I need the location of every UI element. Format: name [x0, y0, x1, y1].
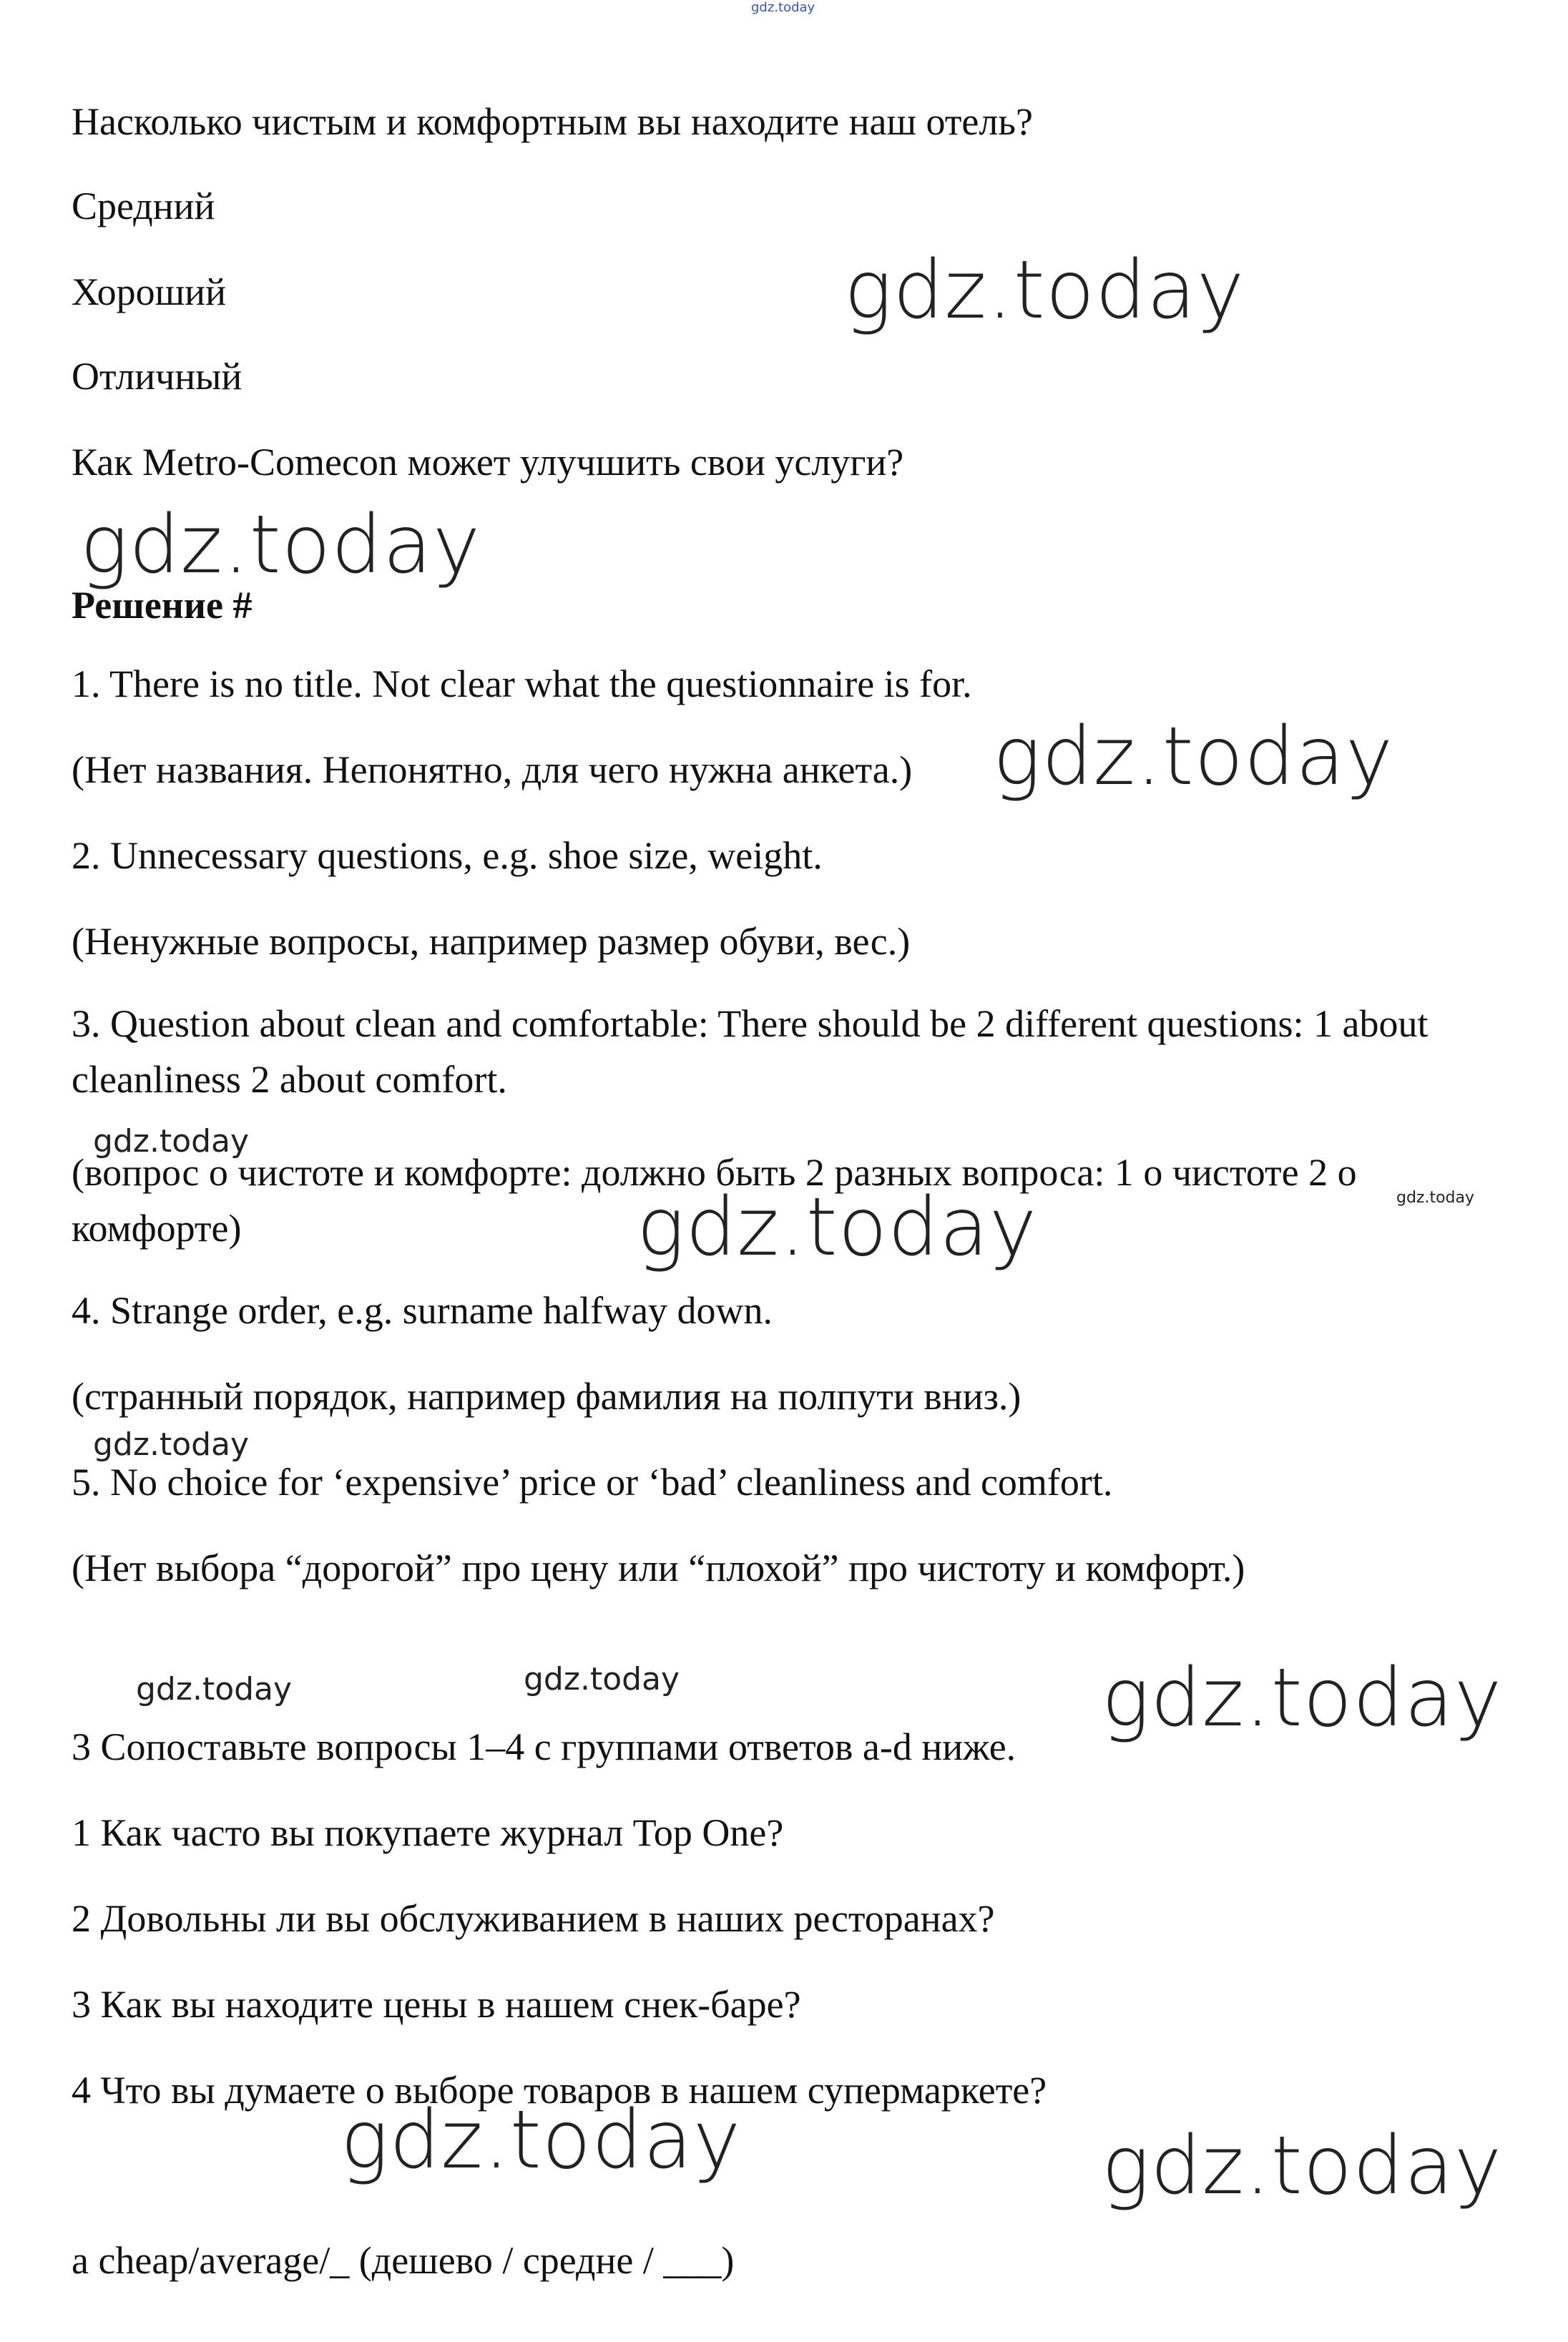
watermark: gdz.today [80, 499, 481, 592]
watermark: gdz.today [637, 1181, 1038, 1274]
point-3-english: 3. Question about clean and comfortable: There should be 2 different questions: 1 about cleanliness 2 about comfort. [72, 1002, 1429, 1101]
watermark: gdz.today [1102, 2120, 1503, 2213]
question-cleanliness: Насколько чистым и комфортным вы находите наш отель? [72, 100, 1033, 143]
point-5-english: 5. No choice for ‘expensive’ price or ‘bad’ cleanliness and comfort. [72, 1461, 1113, 1504]
watermark: gdz.today [524, 1661, 680, 1697]
point-1-russian: (Нет названия. Непонятно, для чего нужна анкета.) [72, 748, 913, 791]
watermark: gdz.today [993, 710, 1394, 803]
point-4-english: 4. Strange order, e.g. surname halfway down. [72, 1289, 773, 1332]
option-average: Средний [72, 185, 215, 227]
watermark: gdz.today [340, 2094, 742, 2187]
task-3-question-3: 3 Как вы находите цены в нашем снек-баре? [72, 1983, 801, 2026]
watermark: gdz.today [93, 1426, 250, 1463]
watermark: gdz.today [844, 244, 1245, 337]
watermark: gdz.today [93, 1123, 250, 1160]
point-2-russian: (Ненужные вопросы, например размер обуви, вес.) [72, 920, 911, 963]
task-3-question-4: 4 Что вы думаете о выборе товаров в нашем супермаркете? [72, 2069, 1047, 2112]
option-excellent: Отличный [72, 355, 242, 398]
point-5-russian: (Нет выбора “дорогой” про цену или “плохой” про чистоту и комфорт.) [72, 1547, 1245, 1589]
task-3-heading: 3 Сопоставьте вопросы 1–4 с группами ответов a-d ниже. [72, 1725, 1016, 1768]
watermark-tiny-top: gdz.today [751, 0, 815, 15]
point-1-english: 1. There is no title. Not clear what the questionnaire is for. [72, 662, 972, 705]
question-improve: Как Metro-Comecon может улучшить свои услуги? [72, 441, 904, 484]
option-good: Хороший [72, 270, 226, 313]
watermark: gdz.today [136, 1671, 293, 1707]
task-3-question-2: 2 Довольны ли вы обслуживанием в наших ресторанах? [72, 1897, 995, 1940]
point-3-russian: (вопрос о чистоте и комфорте: должно быть 2 разных вопроса: 1 о чистоте 2 о комфорте) [72, 1151, 1357, 1250]
task-3-question-1: 1 Как часто вы покупаете журнал Top One? [72, 1811, 784, 1854]
watermark: gdz.today [1102, 1652, 1503, 1745]
point-4-russian: (странный порядок, например фамилия на полпути вниз.) [72, 1375, 1021, 1418]
solution-heading: Решение # [72, 584, 253, 627]
task-3-answer-a: a cheap/average/_ (дешево / средне / ___) [72, 2239, 735, 2282]
watermark: gdz.today [1396, 1189, 1475, 1207]
point-2-english: 2. Unnecessary questions, e.g. shoe size, weight. [72, 834, 823, 877]
